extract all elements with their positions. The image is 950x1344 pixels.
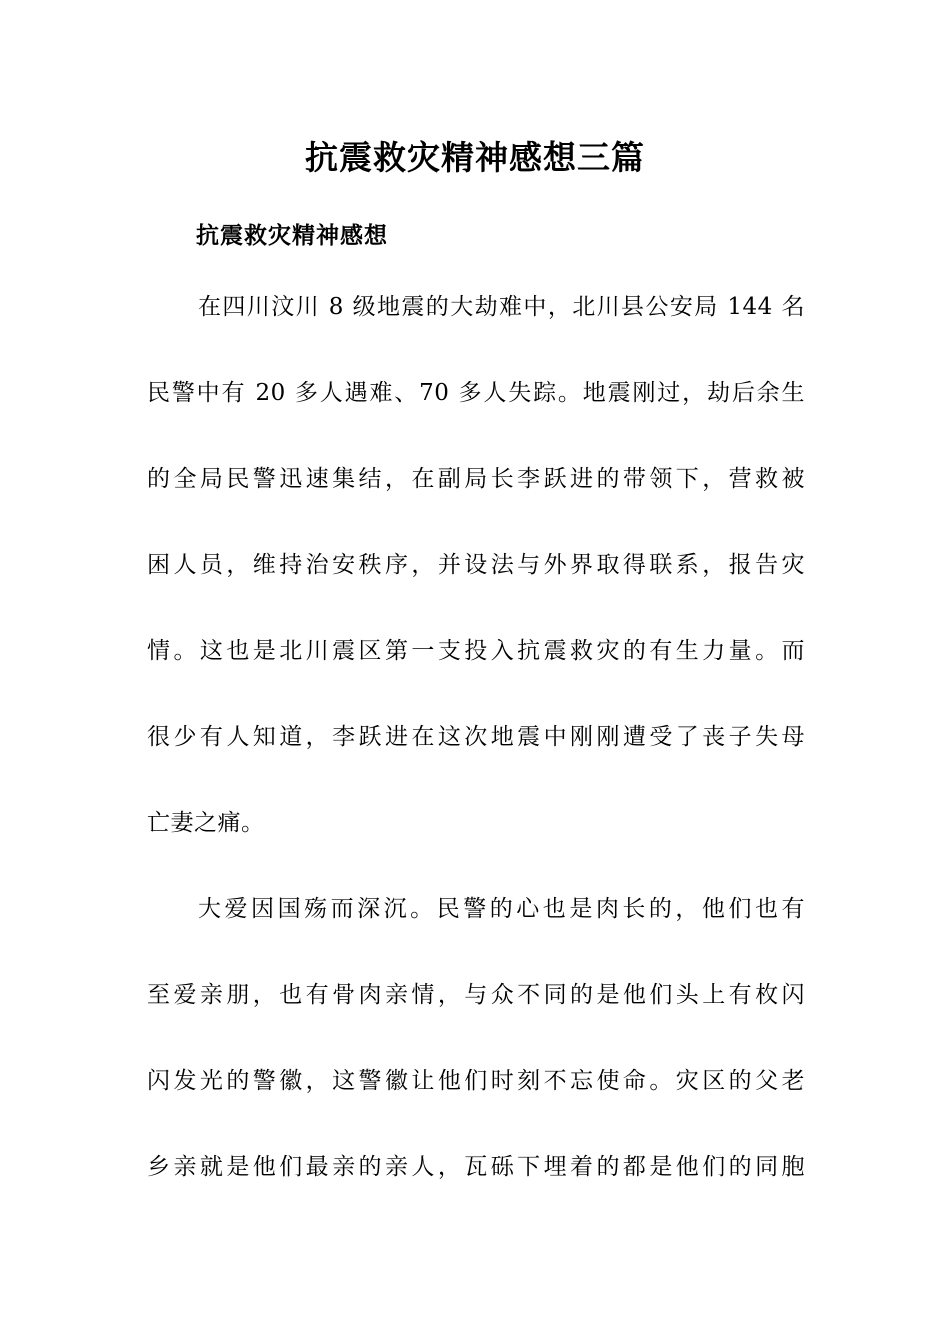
paragraph-line: 至爱亲朋，也有骨肉亲情，与众不同的是他们头上有枚闪 (147, 982, 805, 1008)
paragraph-line: 亡妻之痛。 (147, 810, 265, 836)
paragraph-line: 大爱因国殇而深沉。民警的心也是肉长的，他们也有 (198, 896, 805, 922)
paragraph-line: 民警中有 20 多人遇难、70 多人失踪。地震刚过，劫后余生 (147, 380, 805, 406)
paragraph-line: 的全局民警迅速集结，在副局长李跃进的带领下，营救被 (147, 466, 805, 492)
paragraph-line: 情。这也是北川震区第一支投入抗震救灾的有生力量。而 (147, 638, 805, 664)
paragraph-line: 闪发光的警徽，这警徽让他们时刻不忘使命。灾区的父老 (147, 1068, 805, 1094)
paragraph-line: 很少有人知道，李跃进在这次地震中刚刚遭受了丧子失母 (147, 724, 805, 750)
document-body (147, 285, 805, 1231)
paragraph-line: 乡亲就是他们最亲的亲人，瓦砾下埋着的都是他们的同胞 (147, 1154, 805, 1180)
paragraph (147, 285, 805, 887)
document-title: 抗震救灾精神感想三篇 (305, 138, 645, 177)
paragraph-line: 困人员，维持治安秩序，并设法与外界取得联系，报告灾 (147, 552, 805, 578)
paragraph (147, 887, 805, 1231)
paragraph-line: 在四川汶川 8 级地震的大劫难中，北川县公安局 144 名 (198, 294, 805, 320)
section-heading: 抗震救灾精神感想 (196, 222, 388, 249)
